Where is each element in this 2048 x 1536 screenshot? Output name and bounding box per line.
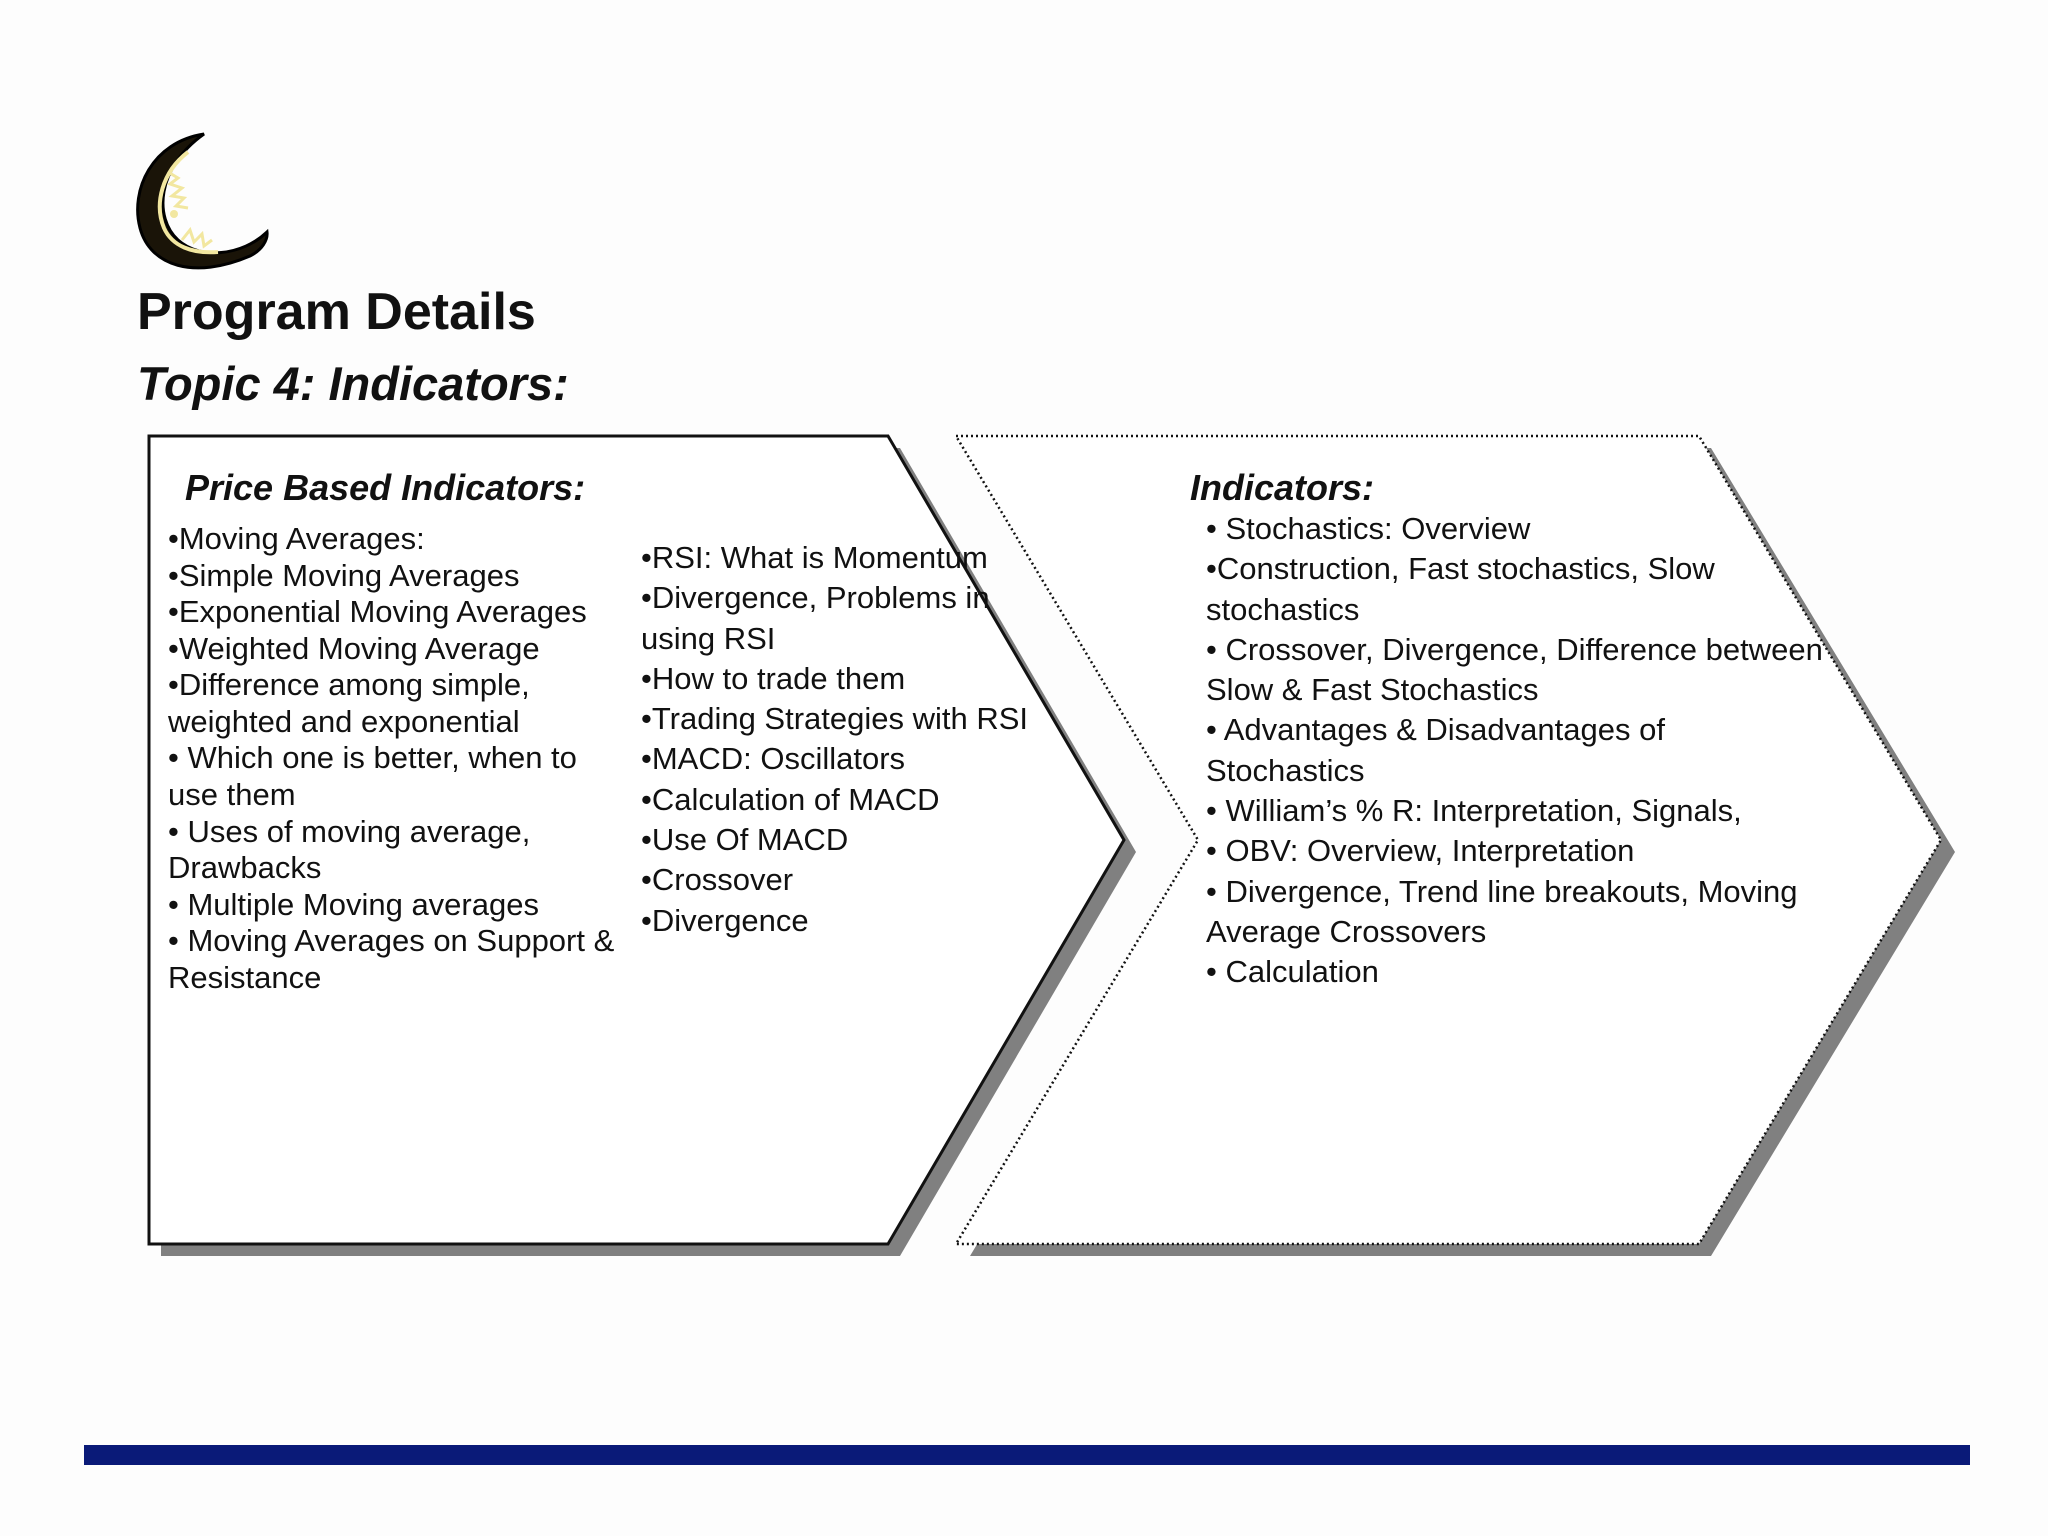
list-item: •Simple Moving Averages — [168, 557, 520, 593]
list-item: •How to trade them — [641, 660, 906, 696]
right-panel-list — [1206, 509, 1826, 993]
list-item: • Moving Averages on Support & Resistance — [168, 923, 615, 995]
list-item: •Weighted Moving Average — [168, 630, 540, 666]
list-item: • Uses of moving average, Drawbacks — [168, 813, 531, 886]
list-item: • Advantages & Disadvantages of Stochastics — [1206, 712, 1665, 788]
list-item: • William’s % R: Interpretation, Signals, — [1206, 793, 1742, 829]
list-item: •Exponential Moving Averages — [168, 594, 587, 630]
right-panel-heading: Indicators: — [1190, 467, 1375, 508]
left-column-a-list — [168, 521, 628, 997]
list-item: •Crossover — [641, 862, 794, 898]
list-item: •Calculation of MACD — [641, 781, 940, 817]
list-item: •RSI: What is Momentum — [641, 540, 988, 575]
left-panel-heading: Price Based Indicators: — [185, 467, 586, 508]
list-item: • Divergence, Trend line breakouts, Moving Average Crossovers — [1206, 873, 1798, 949]
list-item: • Which one is better, when to use them — [168, 740, 577, 813]
list-item: •Divergence, Problems in using RSI — [641, 580, 990, 656]
list-item: •Difference among simple, weighted and exponential — [168, 667, 530, 739]
left-column-b-list — [641, 538, 1041, 941]
list-item: • Crossover, Divergence, Difference between Slow & Fast Stochastics — [1206, 631, 1823, 708]
list-item: • Calculation — [1206, 954, 1379, 990]
list-item: •MACD: Oscillators — [641, 741, 906, 777]
page-subtitle: Topic 4: Indicators: — [137, 357, 569, 410]
list-item: •Moving Averages: — [168, 521, 425, 556]
list-item: • OBV: Overview, Interpretation — [1206, 833, 1635, 869]
list-item: •Divergence — [641, 902, 809, 938]
list-item: •Use Of MACD — [641, 822, 849, 858]
footer-bar — [84, 1445, 1970, 1465]
list-item: • Multiple Moving averages — [168, 886, 539, 922]
list-item: • Stochastics: Overview — [1206, 511, 1531, 546]
list-item: •Trading Strategies with RSI — [641, 701, 1029, 737]
list-item: •Construction, Fast stochastics, Slow stochastics — [1206, 551, 1715, 627]
page-title: Program Details — [137, 283, 536, 341]
